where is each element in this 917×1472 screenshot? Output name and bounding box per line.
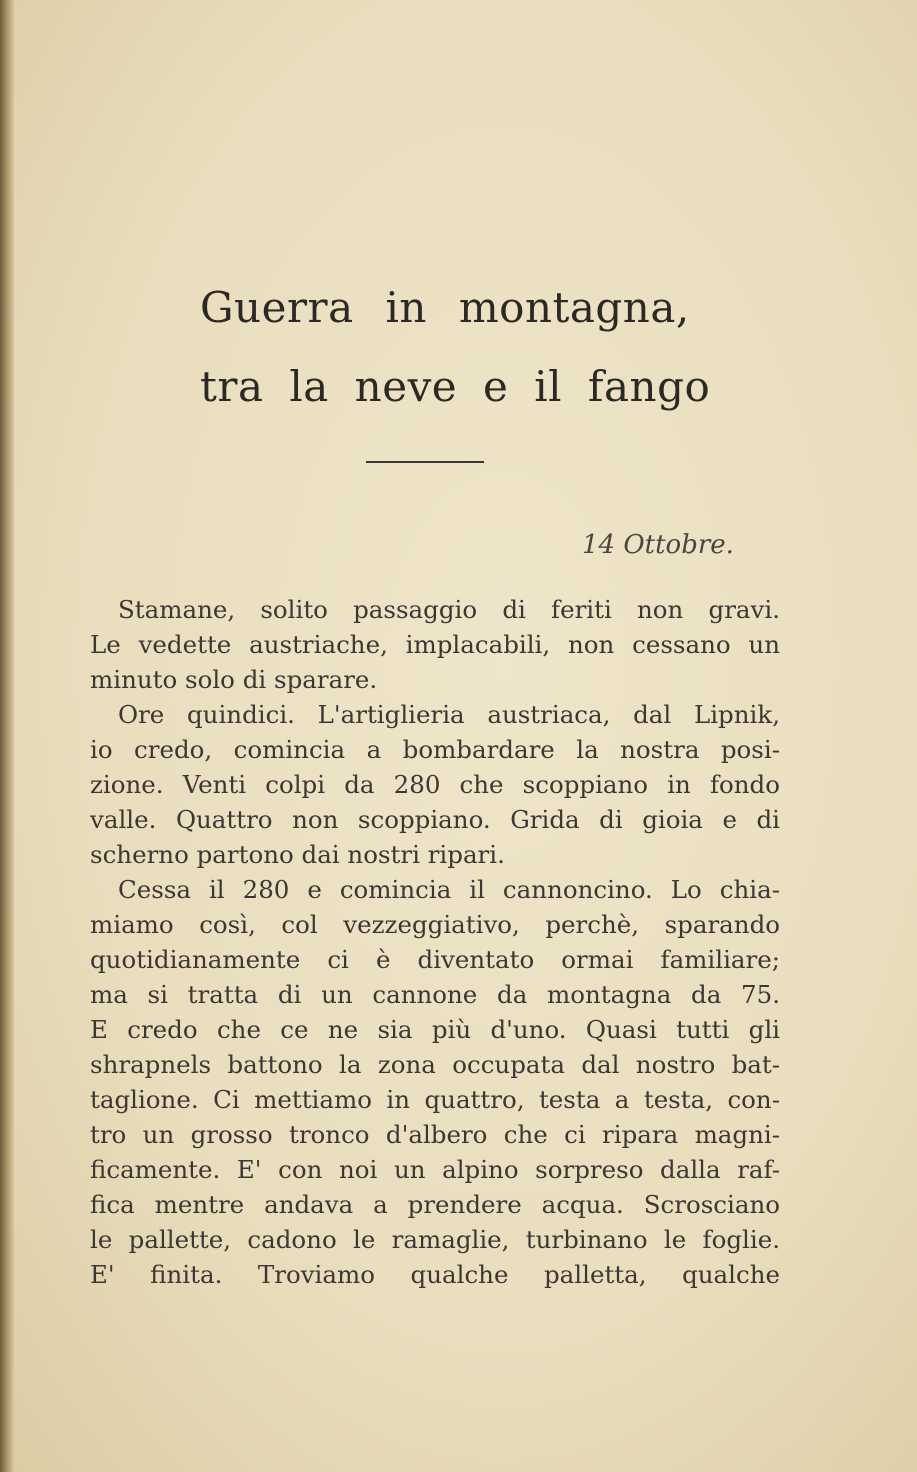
text-line: Stamane, solito passaggio di feriti non gravi. bbox=[118, 595, 780, 624]
text-line: fica mentre andava a prendere acqua. Scrosciano bbox=[90, 1190, 780, 1219]
text-line: ma si tratta di un cannone da montagna da 75. bbox=[90, 980, 780, 1009]
title-divider bbox=[366, 461, 484, 463]
text-line: minuto solo di sparare. bbox=[90, 665, 378, 694]
text-line: ficamente. E' con noi un alpino sorpreso dalla raf- bbox=[90, 1155, 780, 1184]
entry-date: 14 Ottobre. bbox=[582, 530, 734, 560]
text-line: quotidianamente ci è diventato ormai familiare; bbox=[90, 945, 780, 974]
chapter-title-line-1: Guerra in montagna, bbox=[200, 283, 690, 332]
text-line: Cessa il 280 e comincia il cannoncino. Lo chia- bbox=[118, 875, 780, 904]
book-spine-edge bbox=[0, 0, 14, 1472]
text-line: io credo, comincia a bombardare la nostra posi- bbox=[90, 735, 780, 764]
text-line: shrapnels battono la zona occupata dal nostro bat- bbox=[90, 1050, 780, 1079]
text-line: scherno partono dai nostri ripari. bbox=[90, 840, 505, 869]
text-line: zione. Venti colpi da 280 che scoppiano in fondo bbox=[90, 770, 780, 799]
text-line: Ore quindici. L'artiglieria austriaca, dal Lipnik, bbox=[118, 700, 780, 729]
text-line: Le vedette austriache, implacabili, non cessano un bbox=[90, 630, 780, 659]
text-line: tro un grosso tronco d'albero che ci ripara magni- bbox=[90, 1120, 780, 1149]
chapter-title-line-2: tra la neve e il fango bbox=[200, 362, 711, 411]
text-line: E' finita. Troviamo qualche palletta, qualche bbox=[90, 1260, 780, 1289]
text-line: taglione. Ci mettiamo in quattro, testa a testa, con- bbox=[90, 1085, 780, 1114]
text-line: le pallette, cadono le ramaglie, turbinano le foglie. bbox=[90, 1225, 780, 1254]
text-line: valle. Quattro non scoppiano. Grida di gioia e di bbox=[90, 805, 780, 834]
text-line: miamo così, col vezzeggiativo, perchè, sparando bbox=[90, 910, 780, 939]
body-text bbox=[90, 592, 780, 1292]
text-line: E credo che ce ne sia più d'uno. Quasi tutti gli bbox=[90, 1015, 780, 1044]
